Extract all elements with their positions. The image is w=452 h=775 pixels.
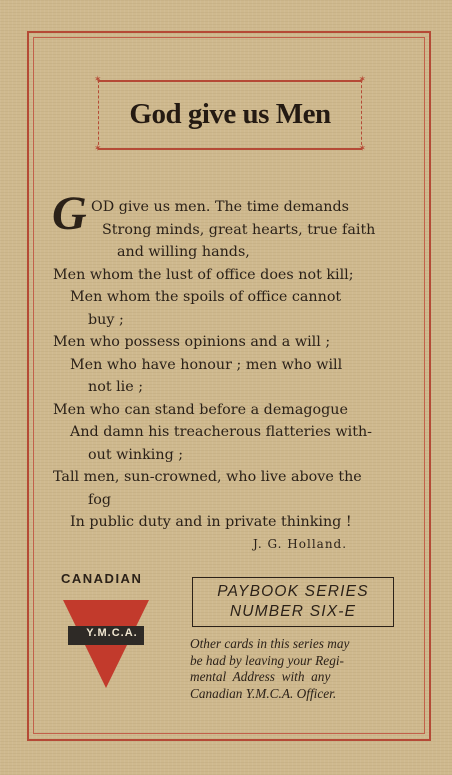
logo-canadian-text: CANADIAN bbox=[61, 571, 143, 586]
series-box bbox=[192, 577, 394, 627]
poem-line: Strong minds, great hearts, true faith bbox=[102, 221, 376, 238]
poem-line: Men who possess opinions and a will ; bbox=[53, 334, 331, 350]
poem-line: out winking ; bbox=[88, 446, 184, 463]
poem-line: and willing hands, bbox=[117, 244, 250, 260]
poem bbox=[50, 187, 406, 534]
poem-line: Tall men, sun-crowned, who live above the bbox=[53, 469, 362, 485]
series-line: PAYBOOK SERIES bbox=[217, 583, 369, 600]
note-line: Canadian Y.M.C.A. Officer. bbox=[190, 685, 337, 701]
poem-line: Men who can stand before a demagogue bbox=[53, 401, 348, 418]
poem-line: And damn his treacherous flatteries with- bbox=[70, 424, 373, 440]
poem-line: Men whom the lust of office does not kill; bbox=[53, 266, 354, 283]
note-line: mental Address with any bbox=[190, 669, 331, 684]
title-box bbox=[94, 75, 366, 154]
page-title: God give us Men bbox=[129, 98, 331, 130]
poem-line: buy ; bbox=[88, 311, 124, 328]
star-ornament: ✶ bbox=[94, 144, 102, 154]
star-ornament: ✶ bbox=[358, 144, 366, 154]
ymca-triangle-logo bbox=[63, 600, 163, 690]
poem-line: In public duty and in private thinking ! bbox=[70, 514, 352, 530]
poem-line: not lie ; bbox=[88, 379, 144, 395]
series-line: NUMBER SIX-E bbox=[229, 603, 357, 620]
poem-line: OD give us men. The time demands bbox=[91, 199, 349, 215]
note-line: Other cards in this series may bbox=[190, 636, 350, 651]
note-line: be had by leaving your Regi- bbox=[190, 652, 344, 668]
poem-line: Men whom the spoils of office cannot bbox=[70, 289, 342, 305]
star-ornament: ✶ bbox=[94, 75, 102, 85]
star-ornament: ✶ bbox=[358, 75, 366, 85]
poem-author: J. G. Holland. bbox=[253, 537, 348, 551]
ymca-logo-text: Y.M.C.A. bbox=[86, 627, 138, 639]
poem-line: Men who have honour ; men who will bbox=[70, 356, 343, 373]
drop-cap: G bbox=[52, 187, 87, 240]
poem-line: fog bbox=[88, 491, 112, 508]
other-cards-note bbox=[190, 636, 404, 702]
